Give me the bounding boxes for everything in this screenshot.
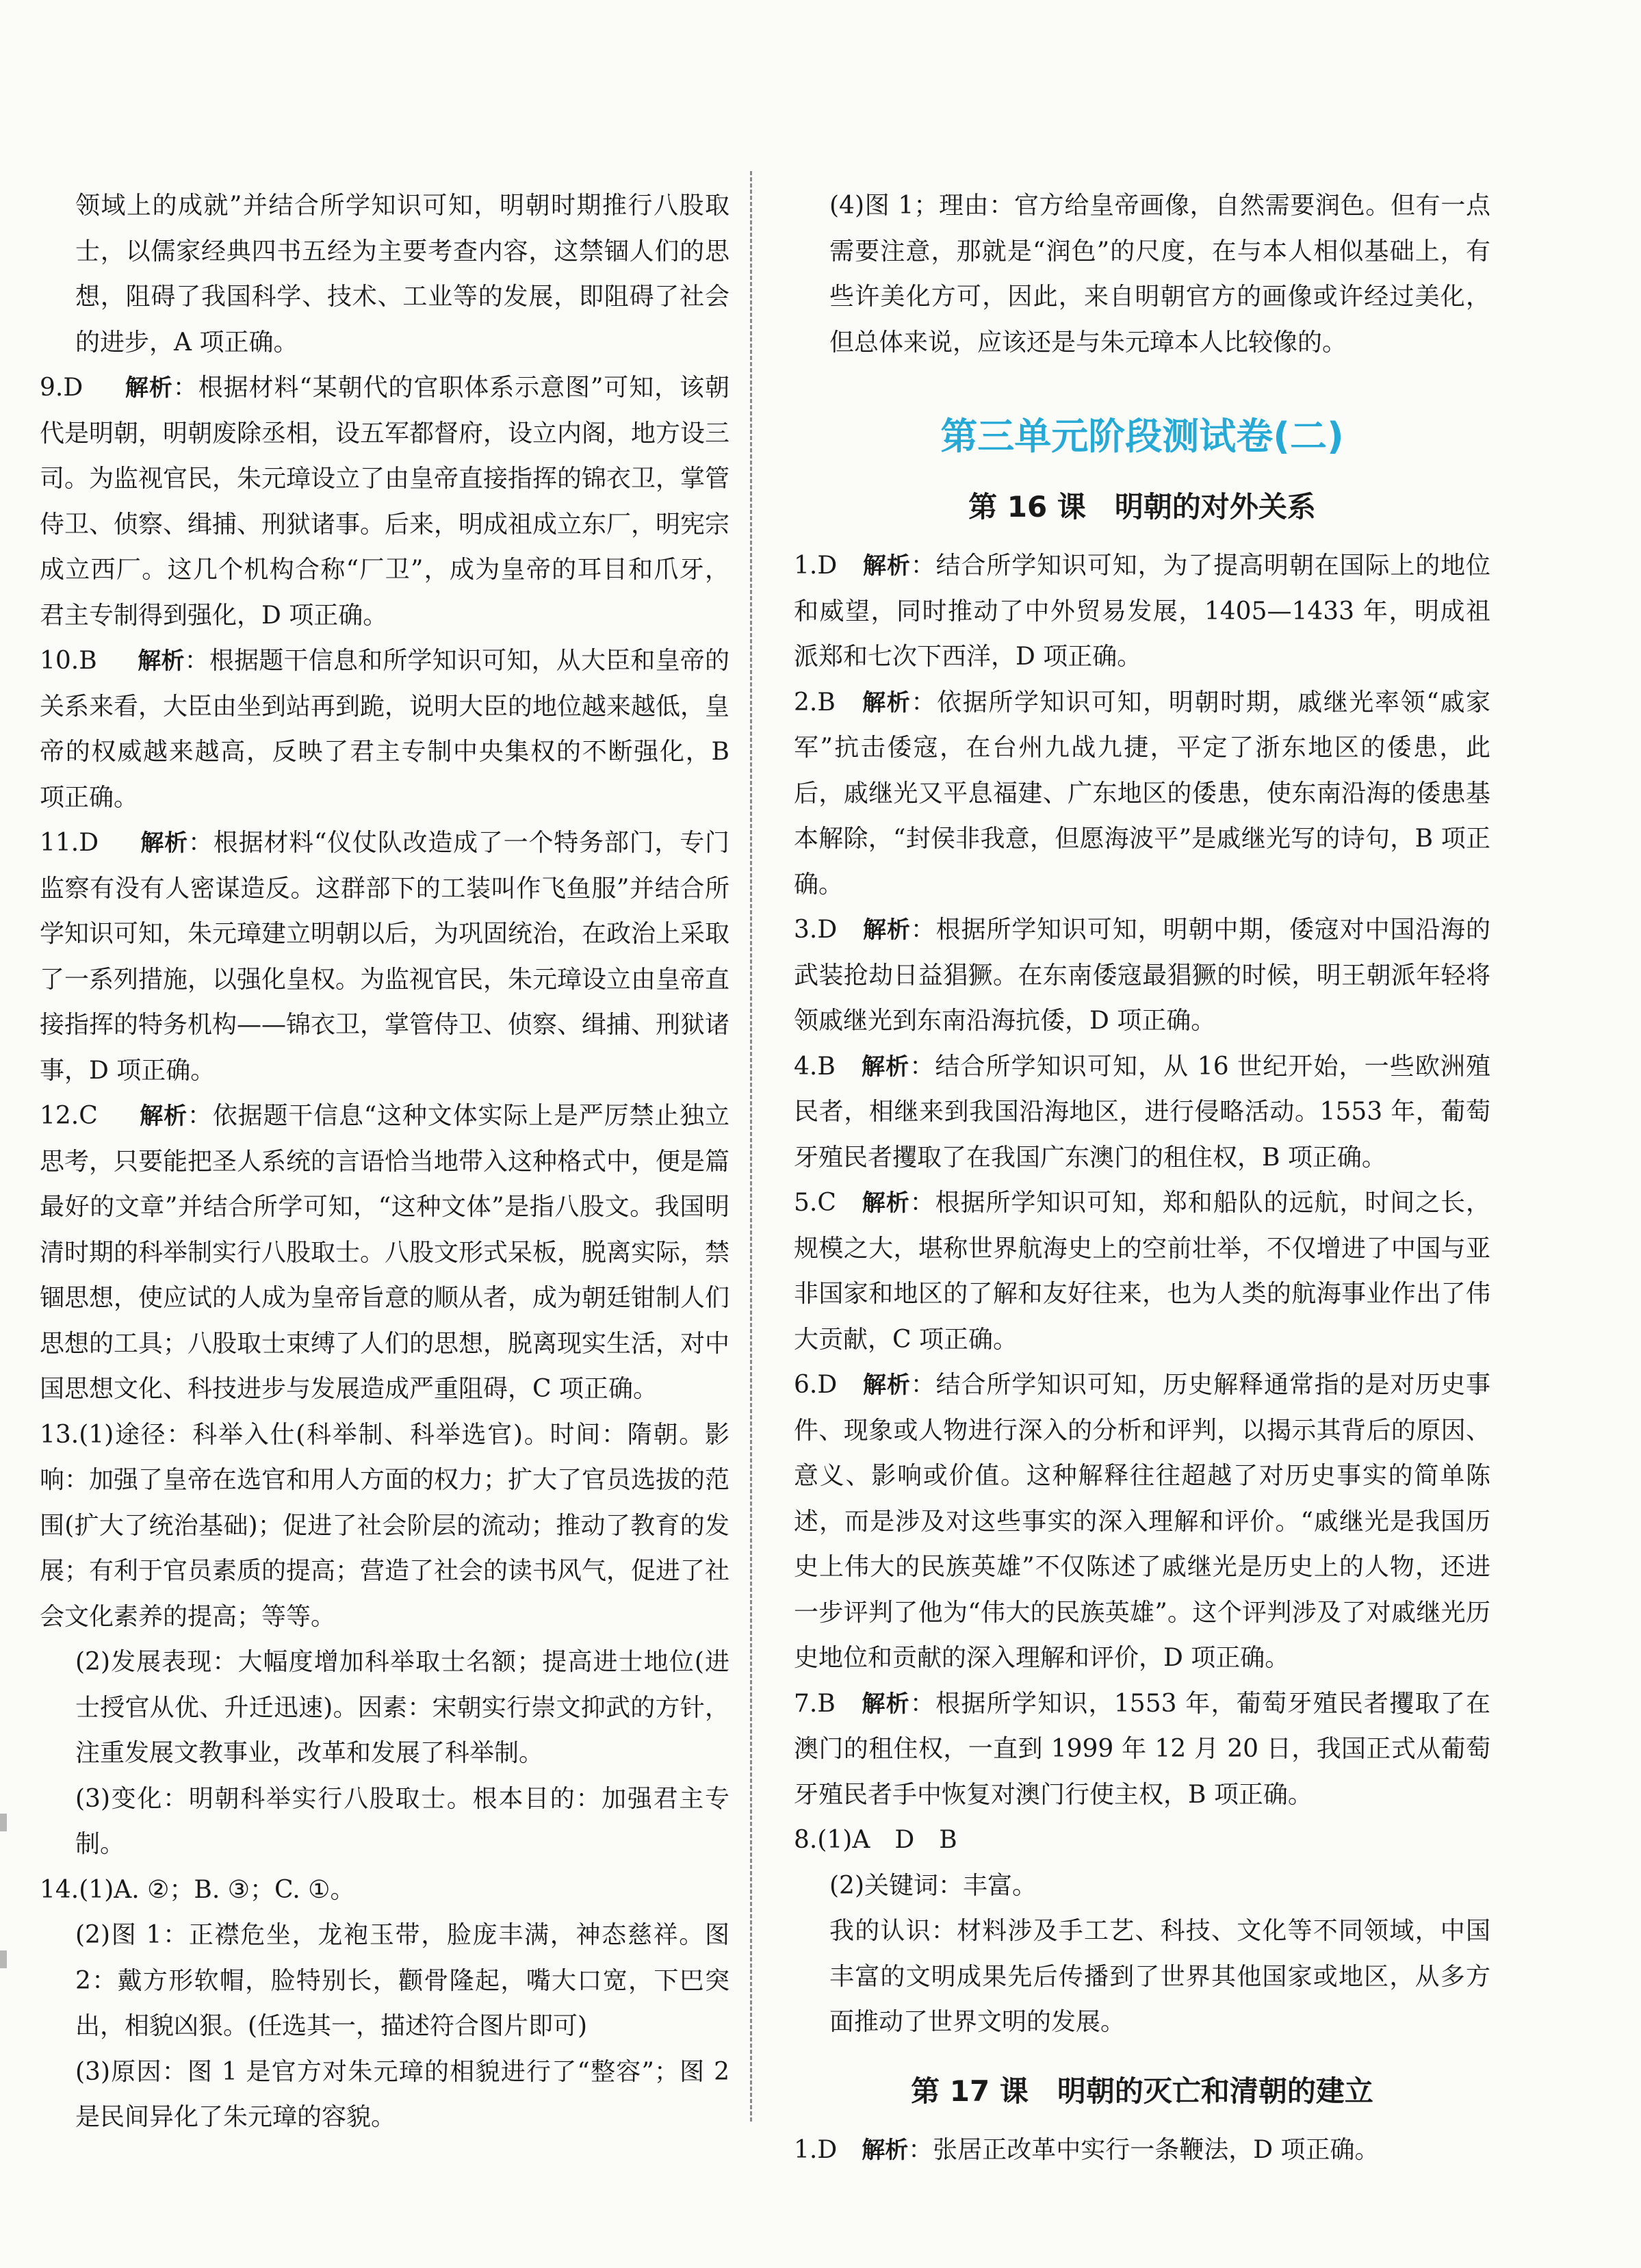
answer-text: 根据所学知识可知，明朝中期，倭寇对中国沿海的武装抢劫日益猖獗。在东南倭寇最猖獗的时候，明王朝派年轻将领戚继光到东南沿海抗倭，D 项正确。 <box>794 916 1490 1035</box>
answer-text: 结合所学知识可知，为了提高明朝在国际上的地位和威望，同时推动了中外贸易发展，1405—1433 年，明成祖派郑和七次下西洋，D 项正确。 <box>794 552 1490 671</box>
lesson16-item-2: 2.B 解析：依据所学知识可知，明朝时期，戚继光率领“戚家军”抗击倭寇，在台州九战九捷，平定了浙东地区的倭患，此后，戚继光又平息福建、广东地区的倭患，使东南沿海的倭患基本解除，“封侯非我意，但愿海波平”是戚继光写的诗句，B 项正确。 <box>794 688 1490 899</box>
answer-item-10: 10.B 解析：根据题干信息和所学知识可知，从大臣和皇帝的关系来看，大臣由坐到站再到跪，说明大臣的地位越来越低，皇帝的权威越来越高，反映了君主专制中央集权的不断强化，B 项正确。 <box>40 647 730 812</box>
answer-number: 11.D <box>40 829 99 857</box>
answer-text: 结合所学知识可知，历史解释通常指的是对历史事件、现象或人物进行深入的分析和评判，以揭示其背后的原因、意义、影响或价值。这种解释往往超越了对历史事实的简单陈述，而是涉及对这些事实的深入理解和评价。“戚继光是我国历史上伟大的民族英雄”不仅陈述了戚继光是历史上的人物，还进一步评判了他为“伟大的民族英雄”。这个评判涉及了对戚继光历史地位和贡献的深入理解和评价，D 项正确。 <box>794 1371 1490 1672</box>
answer-number: 13. <box>40 1420 79 1449</box>
answer-number: 12.C <box>40 1102 98 1130</box>
answer-text: 根据材料“仪仗队改造成了一个特务部门，专门监察有没有人密谋造反。这群部下的工装叫作飞鱼服”并结合所学知识可知，朱元璋建立明朝以后，为巩固统治，在政治上采取了一系列措施，以强化皇权。为监视官民，朱元璋设立由皇帝直接指挥的特务机构——锦衣卫，掌管侍卫、侦察、缉捕、刑狱诸事，D 项正确。 <box>40 829 730 1085</box>
lesson16-item-4: 4.B 解析：结合所学知识可知，从 16 世纪开始，一些欧洲殖民者，相继来到我国沿海地区，进行侵略活动。1553 年，葡萄牙殖民者攫取了在我国广东澳门的租住权，B 项正确。 <box>794 1052 1491 1172</box>
answer-number: 3.D <box>794 916 838 944</box>
binding-mark <box>0 1950 7 1968</box>
answer-number: 8. <box>794 1826 818 1854</box>
lesson16-item-6: 6.D 解析：结合所学知识可知，历史解释通常指的是对历史事件、现象或人物进行深入的分析和评判，以揭示其背后的原因、意义、影响或价值。这种解释往往超越了对历史事实的简单陈述，而是涉及对这些事实的深入理解和评价。“戚继光是我国历史上伟大的民族英雄”不仅陈述了戚继光是历史上的人物，还进一步评判了他为“伟大的民族英雄”。这个评判涉及了对戚继光历史地位和贡献的深入理解和评价，D 项正确。 <box>794 1371 1490 1672</box>
column-divider <box>750 171 752 2122</box>
answer-number: 5.C <box>794 1189 836 1217</box>
unit-test-title: 第三单元阶段测试卷(二) <box>940 415 1344 458</box>
analysis-label: 解析 <box>862 552 911 580</box>
answer-number: 9.D <box>40 374 83 402</box>
lesson17-item-1: 1.D 解析：张居正改革中实行一条鞭法，D 项正确。 <box>794 2135 1380 2164</box>
analysis-label: 解析 <box>862 2136 909 2164</box>
answer-text: 根据材料“某朝代的官职体系示意图”可知，该朝代是明朝，明朝废除丞相，设五军都督府，设立内阁，地方设三司。为监视官民，朱元璋设立了由皇帝直接指挥的锦衣卫，掌管侍卫、侦察、缉捕、刑狱诸事。后来，明成祖成立东厂，明宪宗成立西厂。这几个机构合称“厂卫”，成为皇帝的耳目和爪牙，君主专制得到强化，D 项正确。 <box>40 374 730 630</box>
answer-item-9: 9.D 解析：根据材料“某朝代的官职体系示意图”可知，该朝代是明朝，明朝废除丞相，设五军都督府，设立内阁，地方设三司。为监视官民，朱元璋设立了由皇帝直接指挥的锦衣卫，掌管侍卫、侦察、缉捕、刑狱诸事。后来，明成祖成立东厂，明宪宗成立西厂。这几个机构合称“厂卫”，成为皇帝的耳目和爪牙，君主专制得到强化，D 项正确。 <box>40 374 730 630</box>
answer-text: (2)关键词：丰富。 <box>829 1871 1037 1900</box>
answer-text: (3)变化：明朝科举实行八股取士。根本目的：加强君主专制。 <box>75 1784 729 1858</box>
lesson16-item-5: 5.C 解析：根据所学知识可知，郑和船队的远航，时间之长，规模之大，堪称世界航海史上的空前壮举，不仅增进了中国与亚非国家和地区的了解和友好往来，也为人类的航海事业作出了伟大贡献，C 项正确。 <box>794 1189 1490 1354</box>
lesson-16-title: 第 16 课 明朝的对外关系 <box>968 490 1316 524</box>
answer-text: 根据题干信息和所学知识可知，从大臣和皇帝的关系来看，大臣由坐到站再到跪，说明大臣的地位越来越低，皇帝的权威越来越高，反映了君主专制中央集权的不断强化，B 项正确。 <box>40 647 730 812</box>
answer-text: 我的认识：材料涉及手工艺、科技、文化等不同领域，中国丰富的文明成果先后传播到了世界其他国家或地区，从多方面推动了世界文明的发展。 <box>829 1917 1490 2036</box>
answer-text: 张居正改革中实行一条鞭法，D 项正确。 <box>933 2135 1380 2164</box>
analysis-label: 解析 <box>138 647 185 675</box>
answer-text: (2)发展表现：大幅度增加科举取士名额；提高进士地位(进士授官从优、升迁迅速)。因素：宋朝实行崇文抑武的方针，注重发展文教事业，改革和发展了科举制。 <box>75 1648 729 1767</box>
analysis-label: 解析 <box>862 916 911 944</box>
answer-number: 14. <box>40 1875 79 1904</box>
analysis-label: 解析 <box>140 829 188 857</box>
answer-text: (1)A D B <box>817 1826 957 1854</box>
answer-item-13 <box>40 1413 729 1868</box>
answer-number: 4.B <box>794 1052 836 1081</box>
answer-text: 依据题干信息“这种文体实际上是严厉禁止独立思考，只要能把圣人系统的言语恰当地带入这种格式中，便是篇最好的文章”并结合所学可知，“这种文体”是指八股文。我国明清时期的科举制实行八股取士。八股文形式呆板，脱离实际，禁锢思想，使应试的人成为皇帝旨意的顺从者，成为朝廷钳制人们思想的工具；八股取士束缚了人们的思想，脱离现实生活，对中国思想文化、科技进步与发展造成严重阻碍，C 项正确。 <box>40 1102 730 1403</box>
analysis-label: 解析 <box>862 1690 910 1718</box>
lesson-17-title: 第 17 课 明朝的灭亡和清朝的建立 <box>911 2074 1373 2108</box>
answer-number: 7.B <box>794 1689 836 1718</box>
answer-text: 结合所学知识可知，从 16 世纪开始，一些欧洲殖民者，相继来到我国沿海地区，进行侵略活动。1553 年，葡萄牙殖民者攫取了在我国广东澳门的租住权，B 项正确。 <box>794 1052 1491 1172</box>
answer-text: 依据所学知识可知，明朝时期，戚继光率领“戚家军”抗击倭寇，在台州九战九捷，平定了浙东地区的倭患，此后，戚继光又平息福建、广东地区的倭患，使东南沿海的倭患基本解除，“封侯非我意，但愿海波平”是戚继光写的诗句，B 项正确。 <box>794 688 1490 899</box>
answer-number: 1.D <box>794 552 838 580</box>
answer-text: (1)途径：科举入仕(科举制、科举选官)。时间：隋朝。影响：加强了皇帝在选官和用人方面的权力；扩大了官员选拔的范围(扩大了统治基础)；促进了社会阶层的流动；推动了教育的发展；有利于官员素质的提高；营造了社会的读书风气，促进了社会文化素养的提高；等等。 <box>40 1420 730 1631</box>
left-column <box>40 183 729 2141</box>
lesson16-item-3: 3.D 解析：根据所学知识可知，明朝中期，倭寇对中国沿海的武装抢劫日益猖獗。在东南倭寇最猖獗的时候，明王朝派年轻将领戚继光到东南沿海抗倭，D 项正确。 <box>794 916 1490 1035</box>
answer-text: (4)图 1；理由：官方给皇帝画像，自然需要润色。但有一点需要注意，那就是“润色”的尺度，在与本人相似基础上，有些许美化方可，因此，来自明朝官方的画像或许经过美化，但总体来说，应该还是与朱元璋本人比较像的。 <box>829 192 1490 357</box>
right-column <box>794 183 1490 2173</box>
analysis-label: 解析 <box>862 1189 910 1217</box>
analysis-label: 解析 <box>862 1371 911 1399</box>
lesson16-item-7: 7.B 解析：根据所学知识，1553 年，葡萄牙殖民者攫取了在澳门的租住权，一直到 1999 年 12 月 20 日，我国正式从葡萄牙殖民者手中恢复对澳门行使主权，B 项正确。 <box>794 1689 1490 1809</box>
lesson16-item-8 <box>794 1818 1490 2046</box>
answer-text: 根据所学知识，1553 年，葡萄牙殖民者攫取了在澳门的租住权，一直到 1999 年 12 月 20 日，我国正式从葡萄牙殖民者手中恢复对澳门行使主权，B 项正确。 <box>794 1689 1490 1809</box>
answer-number: 2.B <box>794 688 836 717</box>
lesson16-item-1: 1.D 解析：结合所学知识可知，为了提高明朝在国际上的地位和威望，同时推动了中外贸易发展，1405—1433 年，明成祖派郑和七次下西洋，D 项正确。 <box>794 552 1490 671</box>
binding-mark <box>0 1814 7 1831</box>
analysis-label: 解析 <box>862 1053 910 1081</box>
analysis-label: 解析 <box>862 688 912 717</box>
answer-text: 领域上的成就”并结合所学知识可知，明朝时期推行八股取士，以儒家经典四书五经为主要考查内容，这禁锢人们的思想，阻碍了我国科学、技术、工业等的发展，即阻碍了社会的进步，A 项正确。 <box>75 192 729 357</box>
answer-text: (1)A. ②；B. ③；C. ①。 <box>79 1875 355 1904</box>
answer-item-11: 11.D 解析：根据材料“仪仗队改造成了一个特务部门，专门监察有没有人密谋造反。这群部下的工装叫作飞鱼服”并结合所学知识可知，朱元璋建立明朝以后，为巩固统治，在政治上采取了一系列措施，以强化皇权。为监视官民，朱元璋设立由皇帝直接指挥的特务机构——锦衣卫，掌管侍卫、侦察、缉捕、刑狱诸事，D 项正确。 <box>40 829 730 1085</box>
answer-number: 10.B <box>40 647 97 675</box>
answer-item-14 <box>40 1868 729 2141</box>
answer-item-14-part4 <box>794 183 1490 365</box>
analysis-label: 解析 <box>125 374 173 402</box>
answer-text: (2)图 1：正襟危坐，龙袍玉带，脸庞丰满，神态慈祥。图 2：戴方形软帽，脸特别长，颧骨隆起，嘴大口宽，下巴突出，相貌凶狠。(任选其一，描述符合图片即可) <box>75 1921 729 2040</box>
answer-text: (3)原因：图 1 是官方对朱元璋的相貌进行了“整容”；图 2 是民间异化了朱元璋的容貌。 <box>75 2057 729 2131</box>
answer-item-12: 12.C 解析：依据题干信息“这种文体实际上是严厉禁止独立思考，只要能把圣人系统的言语恰当地带入这种格式中，便是篇最好的文章”并结合所学可知，“这种文体”是指八股文。我国明清时期的科举制实行八股取士。八股文形式呆板，脱离实际，禁锢思想，使应试的人成为皇帝旨意的顺从者，成为朝廷钳制人们思想的工具；八股取士束缚了人们的思想，脱离现实生活，对中国思想文化、科技进步与发展造成严重阻碍，C 项正确。 <box>40 1102 730 1403</box>
answer-text: 根据所学知识可知，郑和船队的远航，时间之长，规模之大，堪称世界航海史上的空前壮举，不仅增进了中国与亚非国家和地区的了解和友好往来，也为人类的航海事业作出了伟大贡献，C 项正确。 <box>794 1189 1490 1354</box>
answer-item-8-continued <box>40 183 729 365</box>
answer-number: 1.D <box>794 2135 838 2164</box>
analysis-label: 解析 <box>140 1103 188 1130</box>
answer-number: 6.D <box>794 1371 838 1399</box>
